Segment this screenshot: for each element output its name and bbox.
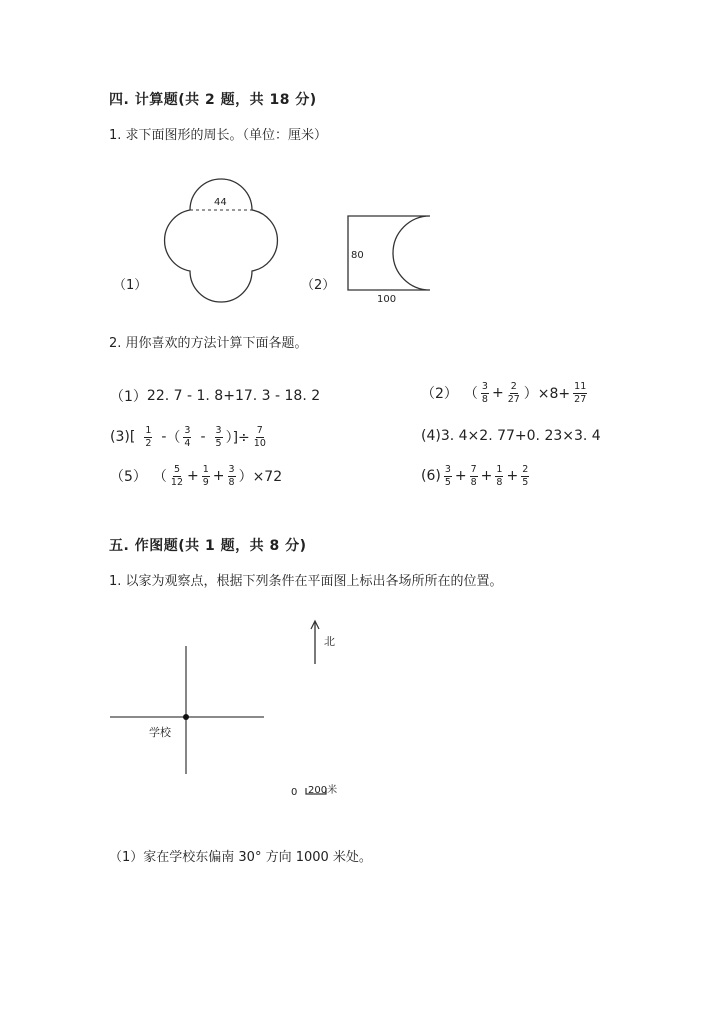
figure1-dimension: 44: [214, 197, 227, 208]
problem-1: [110, 386, 320, 406]
school-label: 学校: [149, 726, 171, 739]
plus-sign: +: [491, 385, 504, 401]
figure2-height: 80: [351, 250, 364, 261]
problem-2: [421, 382, 590, 404]
problem-3-label: (3): [110, 429, 130, 445]
fraction: $\frac{1}{2}$: [145, 425, 152, 449]
plus-sign: +: [454, 468, 467, 484]
problem-5-close: ）×72: [238, 469, 283, 485]
open-paren: （: [166, 430, 181, 446]
question1-text: 1. 求下面图形的周长。（单位：厘米）: [109, 128, 328, 143]
scale-zero: 0: [291, 787, 298, 798]
section5-subquestion1: （1）家在学校东偏南 30° 方向 1000 米处。: [109, 850, 372, 865]
fraction: $\frac{1}{9}$: [202, 464, 209, 488]
fraction: $\frac{3}{8}$: [481, 381, 488, 405]
fraction: $\frac{3}{5}$: [444, 464, 451, 488]
problem-1-expression: 22. 7 - 1. 8+17. 3 - 18. 2: [146, 388, 321, 404]
problem-2-open-paren: （: [463, 386, 478, 402]
fraction: $\frac{7}{8}$: [470, 464, 477, 488]
fraction: $\frac{2}{27}$: [507, 381, 520, 405]
school-point: [183, 714, 189, 720]
plus-sign: +: [187, 468, 199, 484]
problem-4-expression: 3. 4×2. 77+0. 23×3. 4: [440, 428, 601, 444]
scale-unit: 200米: [308, 785, 338, 796]
fraction: $\frac{5}{12}$: [170, 464, 184, 488]
question2-text: 2. 用你喜欢的方法计算下面各题。: [109, 336, 308, 351]
fraction: $\frac{11}{27}$: [574, 381, 587, 405]
fraction: $\frac{1}{8}$: [496, 464, 503, 488]
fraction: $\frac{2}{5}$: [522, 464, 529, 488]
problem-3: [110, 426, 270, 448]
problem-5-label: （5）: [110, 469, 147, 485]
north-label: 北: [324, 635, 335, 648]
plus-sign: +: [480, 468, 493, 484]
problem-6: [421, 465, 532, 487]
fraction: $\frac{7}{10}$: [253, 425, 266, 449]
open-paren: （: [152, 469, 167, 485]
plus-sign: +: [506, 468, 519, 484]
map-diagram: [100, 610, 360, 810]
problem-6-label: (6): [421, 468, 441, 484]
section4-title: 四. 计算题(共 2 题，共 18 分): [109, 92, 317, 108]
problem-4-label: (4): [421, 428, 441, 444]
figure2-label: （2）: [301, 278, 336, 293]
problem-2-label: （2）: [421, 386, 458, 402]
figure2-width: 100: [377, 294, 397, 305]
section5-question1-text: 1. 以家为观察点，根据下列条件在平面图上标出各场所所在的位置。: [109, 574, 503, 589]
section5-title: 五. 作图题(共 1 题，共 8 分): [109, 538, 307, 554]
problem-4: [421, 428, 601, 444]
plus-sign: +: [212, 468, 225, 484]
figure1-cloud-shape: [150, 170, 300, 310]
fraction: $\frac{3}{4}$: [184, 425, 191, 449]
figure2-cutout-shape: [340, 210, 440, 305]
problem-3-close: ）]÷: [225, 430, 250, 446]
problem-2-close: ）×8+: [523, 386, 571, 402]
problem-5: [110, 465, 282, 487]
minus-sign: -: [161, 429, 167, 445]
fraction: $\frac{3}{5}$: [215, 425, 222, 449]
minus-sign: -: [200, 429, 206, 445]
fraction: $\frac{3}{8}$: [228, 464, 235, 488]
problem-1-label: （1）: [110, 389, 147, 405]
figure1-label: （1）: [113, 278, 148, 293]
left-bracket: [: [129, 429, 136, 445]
